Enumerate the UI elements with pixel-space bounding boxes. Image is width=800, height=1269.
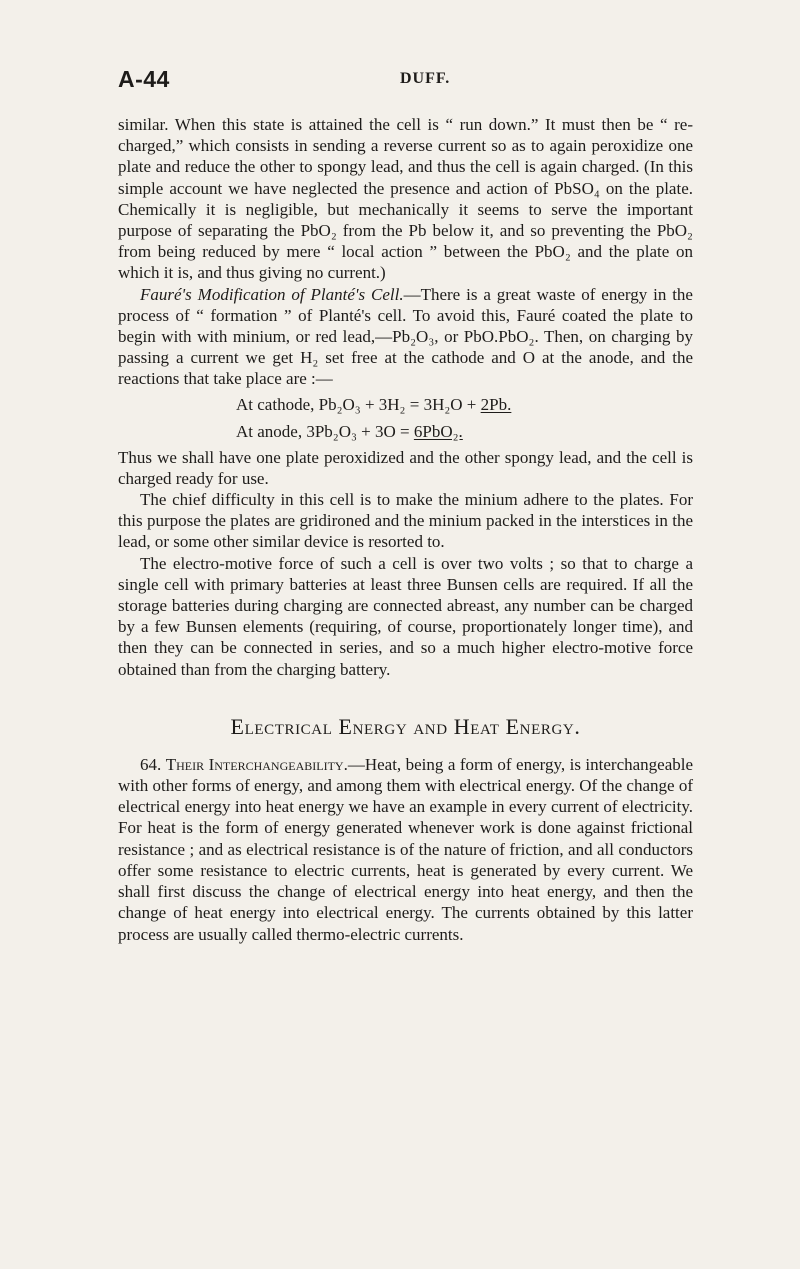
page-body	[118, 114, 693, 945]
running-head: DUFF.	[400, 70, 451, 87]
paragraph-interchangeability	[118, 754, 693, 945]
paragraph-electromotive-force: The electro-motive force of such a cell is over two volts ; so that to charge a single cell with primary batteries at least three Bunsen cells are required. If all the storage batteries during charging are connected abreast, any number can be charged by a few Bunsen elements (requiring, of course, proportionately longer time), and then they can be connected in series, and so a much higher electro-motive force obtained than from the charging battery.	[118, 553, 693, 679]
page-header	[118, 66, 693, 96]
page-number: A-44	[118, 66, 170, 92]
faure-heading: Fauré's Modification of Planté's Cell.	[140, 284, 404, 304]
equation-anode	[236, 420, 693, 444]
equation-cathode-product: 2Pb.	[480, 394, 512, 414]
interchangeability-text: —Heat, being a form of energy, is interchangeable with other forms of energy, and among them with electrical energy. Of the change of electrical energy into heat energy we have an example in every current of electricity. For heat is the form of energy generated whenever work is done against frictional resistance ; and as electrical resistance is of the nature of friction, and all conductors offer some resistance to electric currents, heat is generated by every current. We shall first discuss the change of electrical energy into heat energy, and then the change of heat energy into electrical energy. The currents obtained by this latter process are usually called thermo-electric currents.	[118, 754, 694, 944]
faure-text: —There is a great waste of energy in the process of “ formation ” of Planté's cell. To avoid this, Fauré coated the plate to begin with with minium, or red lead,—Pb₂O₃, or PbO.PbO₂. Then, on charging by passing a current we get H₂ set free at the cathode and O at the anode, and the reactions that take place are :—	[118, 284, 693, 389]
paragraph-faure-modification	[118, 284, 693, 390]
paragraph-storage-cell-recharge: similar. When this state is attained the cell is “ run down.” It must then be “ re-charged,” which consists in sending a reverse current so as to again peroxidize one plate and reduce the other to spongy lead, and thus the cell is again charged. (In this simple account we have neglected the presence and action of PbSO₄ on the plate. Chemically it is negligible, but mechanically it seems to serve the important purpose of separating the PbO₂ from the Pb below it, and so preventing the PbO₂ from being reduced by mere “ local action ” between the PbO₂ and the plate on which it is, and thus giving no current.)	[118, 115, 693, 283]
section-title: Electrical Energy and Heat Energy.	[230, 713, 581, 739]
section-number: 64.	[140, 754, 162, 774]
equation-cathode-left: At cathode, Pb₂O₃ + 3H₂ = 3H₂O +	[236, 394, 481, 414]
interchangeability-heading: Their Interchangeability.	[165, 754, 348, 774]
paragraph-charged-result: Thus we shall have one plate peroxidized and the other spongy lead, and the cell is charged ready for use.	[118, 447, 693, 488]
equation-cathode	[236, 393, 693, 417]
paragraph-minium-adhesion: The chief difficulty in this cell is to make the minium adhere to the plates. For this purpose the plates are gridironed and the minium packed in the interstices in the lead, or some other similar device is resorted to.	[118, 490, 693, 552]
equation-anode-left: At anode, 3Pb₂O₃ + 3O =	[236, 421, 414, 441]
equation-anode-product: 6PbO₂.	[413, 421, 463, 441]
